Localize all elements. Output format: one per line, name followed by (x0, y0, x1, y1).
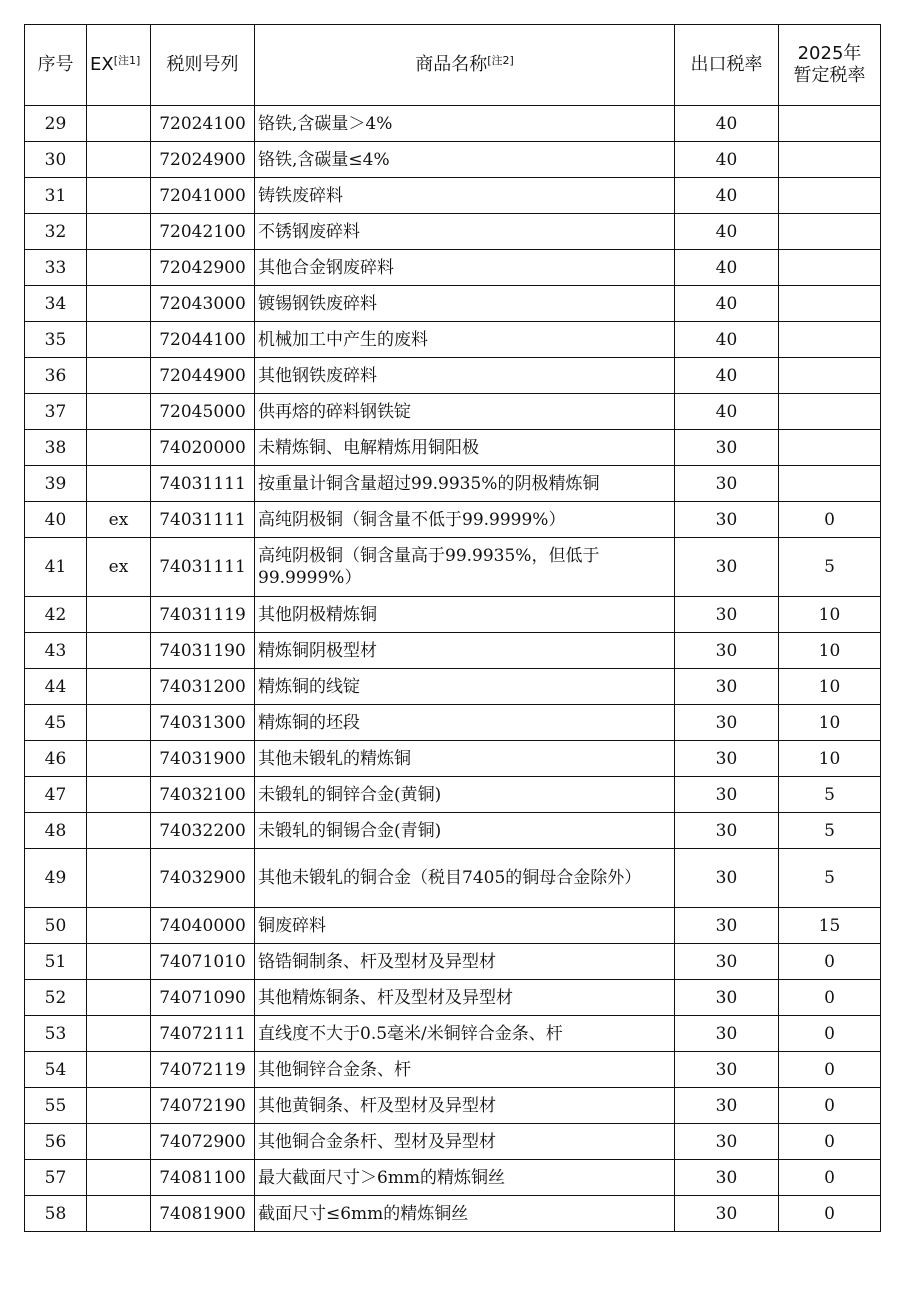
cell-rate: 30 (675, 705, 779, 741)
cell-temp (779, 250, 881, 286)
cell-code: 74031200 (151, 669, 255, 705)
table-row (25, 849, 881, 908)
cell-temp (779, 394, 881, 430)
cell-code: 74032100 (151, 777, 255, 813)
cell-rate: 30 (675, 1088, 779, 1124)
cell-rate: 30 (675, 813, 779, 849)
cell-seq: 34 (25, 286, 87, 322)
table-row (25, 980, 881, 1016)
cell-rate: 40 (675, 178, 779, 214)
header-seq: 序号 (25, 25, 87, 106)
table-body (25, 106, 881, 1232)
table-row (25, 1088, 881, 1124)
cell-name: 精炼铜阴极型材 (255, 633, 675, 669)
cell-temp: 10 (779, 705, 881, 741)
cell-code: 72041000 (151, 178, 255, 214)
cell-temp: 0 (779, 1196, 881, 1232)
table-row (25, 250, 881, 286)
table-row (25, 777, 881, 813)
cell-code: 74072111 (151, 1016, 255, 1052)
cell-temp: 10 (779, 597, 881, 633)
cell-seq: 30 (25, 142, 87, 178)
cell-code: 74031111 (151, 538, 255, 597)
cell-name: 高纯阴极铜（铜含量不低于99.9999%） (255, 502, 675, 538)
cell-name: 供再熔的碎料钢铁锭 (255, 394, 675, 430)
table-row (25, 466, 881, 502)
cell-code: 72043000 (151, 286, 255, 322)
cell-name: 最大截面尺寸＞6mm的精炼铜丝 (255, 1160, 675, 1196)
cell-rate: 30 (675, 430, 779, 466)
cell-seq: 44 (25, 669, 87, 705)
cell-code: 72024100 (151, 106, 255, 142)
table-row (25, 908, 881, 944)
cell-name: 未精炼铜、电解精炼用铜阳极 (255, 430, 675, 466)
cell-ex (87, 1052, 151, 1088)
cell-ex (87, 633, 151, 669)
cell-name: 铬铁,含碳量≤4% (255, 142, 675, 178)
cell-ex (87, 286, 151, 322)
cell-seq: 47 (25, 777, 87, 813)
cell-seq: 35 (25, 322, 87, 358)
cell-name: 其他精炼铜条、杆及型材及异型材 (255, 980, 675, 1016)
cell-rate: 40 (675, 358, 779, 394)
cell-ex (87, 849, 151, 908)
cell-temp: 10 (779, 633, 881, 669)
cell-seq: 39 (25, 466, 87, 502)
cell-code: 74040000 (151, 908, 255, 944)
cell-seq: 46 (25, 741, 87, 777)
cell-ex (87, 944, 151, 980)
cell-seq: 56 (25, 1124, 87, 1160)
cell-name: 按重量计铜含量超过99.9935%的阴极精炼铜 (255, 466, 675, 502)
cell-seq: 41 (25, 538, 87, 597)
cell-ex (87, 322, 151, 358)
cell-temp: 10 (779, 741, 881, 777)
cell-name: 铬铁,含碳量＞4% (255, 106, 675, 142)
table-row (25, 1196, 881, 1232)
cell-code: 72045000 (151, 394, 255, 430)
cell-ex (87, 1124, 151, 1160)
cell-ex (87, 777, 151, 813)
header-ex-label: EX (90, 54, 114, 75)
cell-ex (87, 908, 151, 944)
header-temp-rate-line2: 暂定税率 (793, 65, 866, 86)
cell-code: 74032900 (151, 849, 255, 908)
cell-ex (87, 178, 151, 214)
cell-seq: 49 (25, 849, 87, 908)
cell-name: 其他钢铁废碎料 (255, 358, 675, 394)
cell-rate: 30 (675, 1016, 779, 1052)
cell-seq: 38 (25, 430, 87, 466)
cell-name: 机械加工中产生的废料 (255, 322, 675, 358)
cell-code: 72042900 (151, 250, 255, 286)
table-row (25, 502, 881, 538)
cell-seq: 42 (25, 597, 87, 633)
cell-code: 72042100 (151, 214, 255, 250)
table-row (25, 322, 881, 358)
cell-temp (779, 142, 881, 178)
header-name (255, 25, 675, 106)
table-row (25, 142, 881, 178)
cell-temp: 0 (779, 1052, 881, 1088)
cell-code: 72024900 (151, 142, 255, 178)
cell-temp: 5 (779, 849, 881, 908)
cell-name: 其他未锻轧的铜合金（税目7405的铜母合金除外） (255, 849, 675, 908)
cell-ex (87, 1016, 151, 1052)
cell-temp (779, 358, 881, 394)
cell-temp (779, 286, 881, 322)
cell-rate: 40 (675, 322, 779, 358)
cell-code: 74031119 (151, 597, 255, 633)
cell-ex (87, 214, 151, 250)
header-row (25, 25, 881, 106)
cell-seq: 58 (25, 1196, 87, 1232)
cell-code: 74032200 (151, 813, 255, 849)
cell-name: 截面尺寸≤6mm的精炼铜丝 (255, 1196, 675, 1232)
cell-rate: 30 (675, 502, 779, 538)
cell-name: 精炼铜的线锭 (255, 669, 675, 705)
table-row (25, 1160, 881, 1196)
cell-ex (87, 597, 151, 633)
cell-rate: 30 (675, 944, 779, 980)
cell-code: 74081900 (151, 1196, 255, 1232)
table-row (25, 1016, 881, 1052)
cell-name: 不锈钢废碎料 (255, 214, 675, 250)
cell-ex (87, 430, 151, 466)
cell-seq: 50 (25, 908, 87, 944)
cell-ex: ex (87, 538, 151, 597)
cell-name: 高纯阴极铜（铜含量高于99.9935%，但低于99.9999%） (255, 538, 675, 597)
cell-seq: 36 (25, 358, 87, 394)
cell-rate: 30 (675, 1052, 779, 1088)
cell-temp (779, 178, 881, 214)
cell-code: 74071010 (151, 944, 255, 980)
cell-seq: 40 (25, 502, 87, 538)
cell-temp (779, 214, 881, 250)
cell-code: 74072190 (151, 1088, 255, 1124)
cell-temp (779, 466, 881, 502)
cell-seq: 45 (25, 705, 87, 741)
header-rate: 出口税率 (675, 25, 779, 106)
cell-temp (779, 106, 881, 142)
cell-temp: 0 (779, 1160, 881, 1196)
cell-code: 74072119 (151, 1052, 255, 1088)
cell-rate: 30 (675, 538, 779, 597)
cell-seq: 55 (25, 1088, 87, 1124)
cell-ex (87, 142, 151, 178)
header-ex (87, 25, 151, 106)
cell-seq: 37 (25, 394, 87, 430)
cell-name: 其他黄铜条、杆及型材及异型材 (255, 1088, 675, 1124)
cell-rate: 30 (675, 980, 779, 1016)
header-ex-note: [注1] (113, 54, 141, 67)
cell-code: 74071090 (151, 980, 255, 1016)
cell-rate: 40 (675, 394, 779, 430)
cell-seq: 54 (25, 1052, 87, 1088)
cell-ex (87, 669, 151, 705)
cell-seq: 48 (25, 813, 87, 849)
cell-code: 74072900 (151, 1124, 255, 1160)
table-row (25, 214, 881, 250)
table-row (25, 430, 881, 466)
cell-name: 精炼铜的坯段 (255, 705, 675, 741)
cell-rate: 40 (675, 286, 779, 322)
cell-ex (87, 813, 151, 849)
cell-name: 未锻轧的铜锡合金(青铜) (255, 813, 675, 849)
cell-name: 其他合金钢废碎料 (255, 250, 675, 286)
cell-ex (87, 394, 151, 430)
header-code: 税则号列 (151, 25, 255, 106)
cell-ex (87, 106, 151, 142)
cell-rate: 30 (675, 669, 779, 705)
cell-seq: 31 (25, 178, 87, 214)
table-row (25, 705, 881, 741)
cell-code: 74031300 (151, 705, 255, 741)
cell-code: 74081100 (151, 1160, 255, 1196)
cell-temp: 5 (779, 538, 881, 597)
cell-code: 74031900 (151, 741, 255, 777)
cell-ex (87, 741, 151, 777)
table-row (25, 1124, 881, 1160)
cell-code: 74031111 (151, 502, 255, 538)
table-row (25, 358, 881, 394)
cell-seq: 51 (25, 944, 87, 980)
cell-ex (87, 1160, 151, 1196)
table-row (25, 813, 881, 849)
cell-code: 72044100 (151, 322, 255, 358)
cell-seq: 32 (25, 214, 87, 250)
cell-ex (87, 1088, 151, 1124)
table-row (25, 633, 881, 669)
cell-temp: 15 (779, 908, 881, 944)
cell-name: 铬锆铜制条、杆及型材及异型材 (255, 944, 675, 980)
cell-temp: 0 (779, 1016, 881, 1052)
cell-seq: 33 (25, 250, 87, 286)
cell-rate: 40 (675, 106, 779, 142)
table-row (25, 538, 881, 597)
cell-temp: 0 (779, 502, 881, 538)
cell-temp: 5 (779, 813, 881, 849)
cell-code: 74020000 (151, 430, 255, 466)
cell-rate: 30 (675, 466, 779, 502)
cell-name: 未锻轧的铜锌合金(黄铜) (255, 777, 675, 813)
cell-rate: 30 (675, 908, 779, 944)
cell-seq: 53 (25, 1016, 87, 1052)
cell-name: 镀锡钢铁废碎料 (255, 286, 675, 322)
cell-rate: 30 (675, 777, 779, 813)
cell-temp: 10 (779, 669, 881, 705)
cell-name: 其他铜合金条杆、型材及异型材 (255, 1124, 675, 1160)
cell-seq: 52 (25, 980, 87, 1016)
table-row (25, 669, 881, 705)
header-name-label: 商品名称 (415, 54, 488, 75)
cell-rate: 30 (675, 1124, 779, 1160)
cell-name: 铸铁废碎料 (255, 178, 675, 214)
cell-name: 其他铜锌合金条、杆 (255, 1052, 675, 1088)
cell-seq: 43 (25, 633, 87, 669)
cell-seq: 57 (25, 1160, 87, 1196)
tariff-table (24, 24, 881, 1232)
cell-name: 其他阴极精炼铜 (255, 597, 675, 633)
cell-rate: 40 (675, 142, 779, 178)
cell-temp (779, 430, 881, 466)
cell-ex (87, 705, 151, 741)
cell-temp: 0 (779, 980, 881, 1016)
cell-temp: 0 (779, 1124, 881, 1160)
table-row (25, 1052, 881, 1088)
cell-rate: 30 (675, 1196, 779, 1232)
cell-code: 74031111 (151, 466, 255, 502)
cell-rate: 30 (675, 741, 779, 777)
cell-rate: 30 (675, 633, 779, 669)
cell-ex (87, 1196, 151, 1232)
cell-ex (87, 358, 151, 394)
cell-temp: 0 (779, 944, 881, 980)
table-row (25, 106, 881, 142)
cell-ex (87, 250, 151, 286)
cell-ex (87, 980, 151, 1016)
cell-rate: 30 (675, 597, 779, 633)
cell-temp: 0 (779, 1088, 881, 1124)
cell-code: 72044900 (151, 358, 255, 394)
cell-rate: 30 (675, 849, 779, 908)
cell-rate: 40 (675, 214, 779, 250)
cell-temp: 5 (779, 777, 881, 813)
cell-name: 其他未锻轧的精炼铜 (255, 741, 675, 777)
cell-name: 直线度不大于0.5毫米/米铜锌合金条、杆 (255, 1016, 675, 1052)
cell-temp (779, 322, 881, 358)
header-name-note: [注2] (487, 54, 514, 67)
cell-rate: 40 (675, 250, 779, 286)
cell-seq: 29 (25, 106, 87, 142)
cell-ex: ex (87, 502, 151, 538)
cell-code: 74031190 (151, 633, 255, 669)
cell-name: 铜废碎料 (255, 908, 675, 944)
table-row (25, 597, 881, 633)
table-row (25, 944, 881, 980)
table-row (25, 286, 881, 322)
table-row (25, 178, 881, 214)
cell-rate: 30 (675, 1160, 779, 1196)
table-row (25, 394, 881, 430)
header-temp-rate-line1: 2025年 (797, 43, 862, 64)
cell-ex (87, 466, 151, 502)
header-temp-rate (779, 25, 881, 106)
table-row (25, 741, 881, 777)
